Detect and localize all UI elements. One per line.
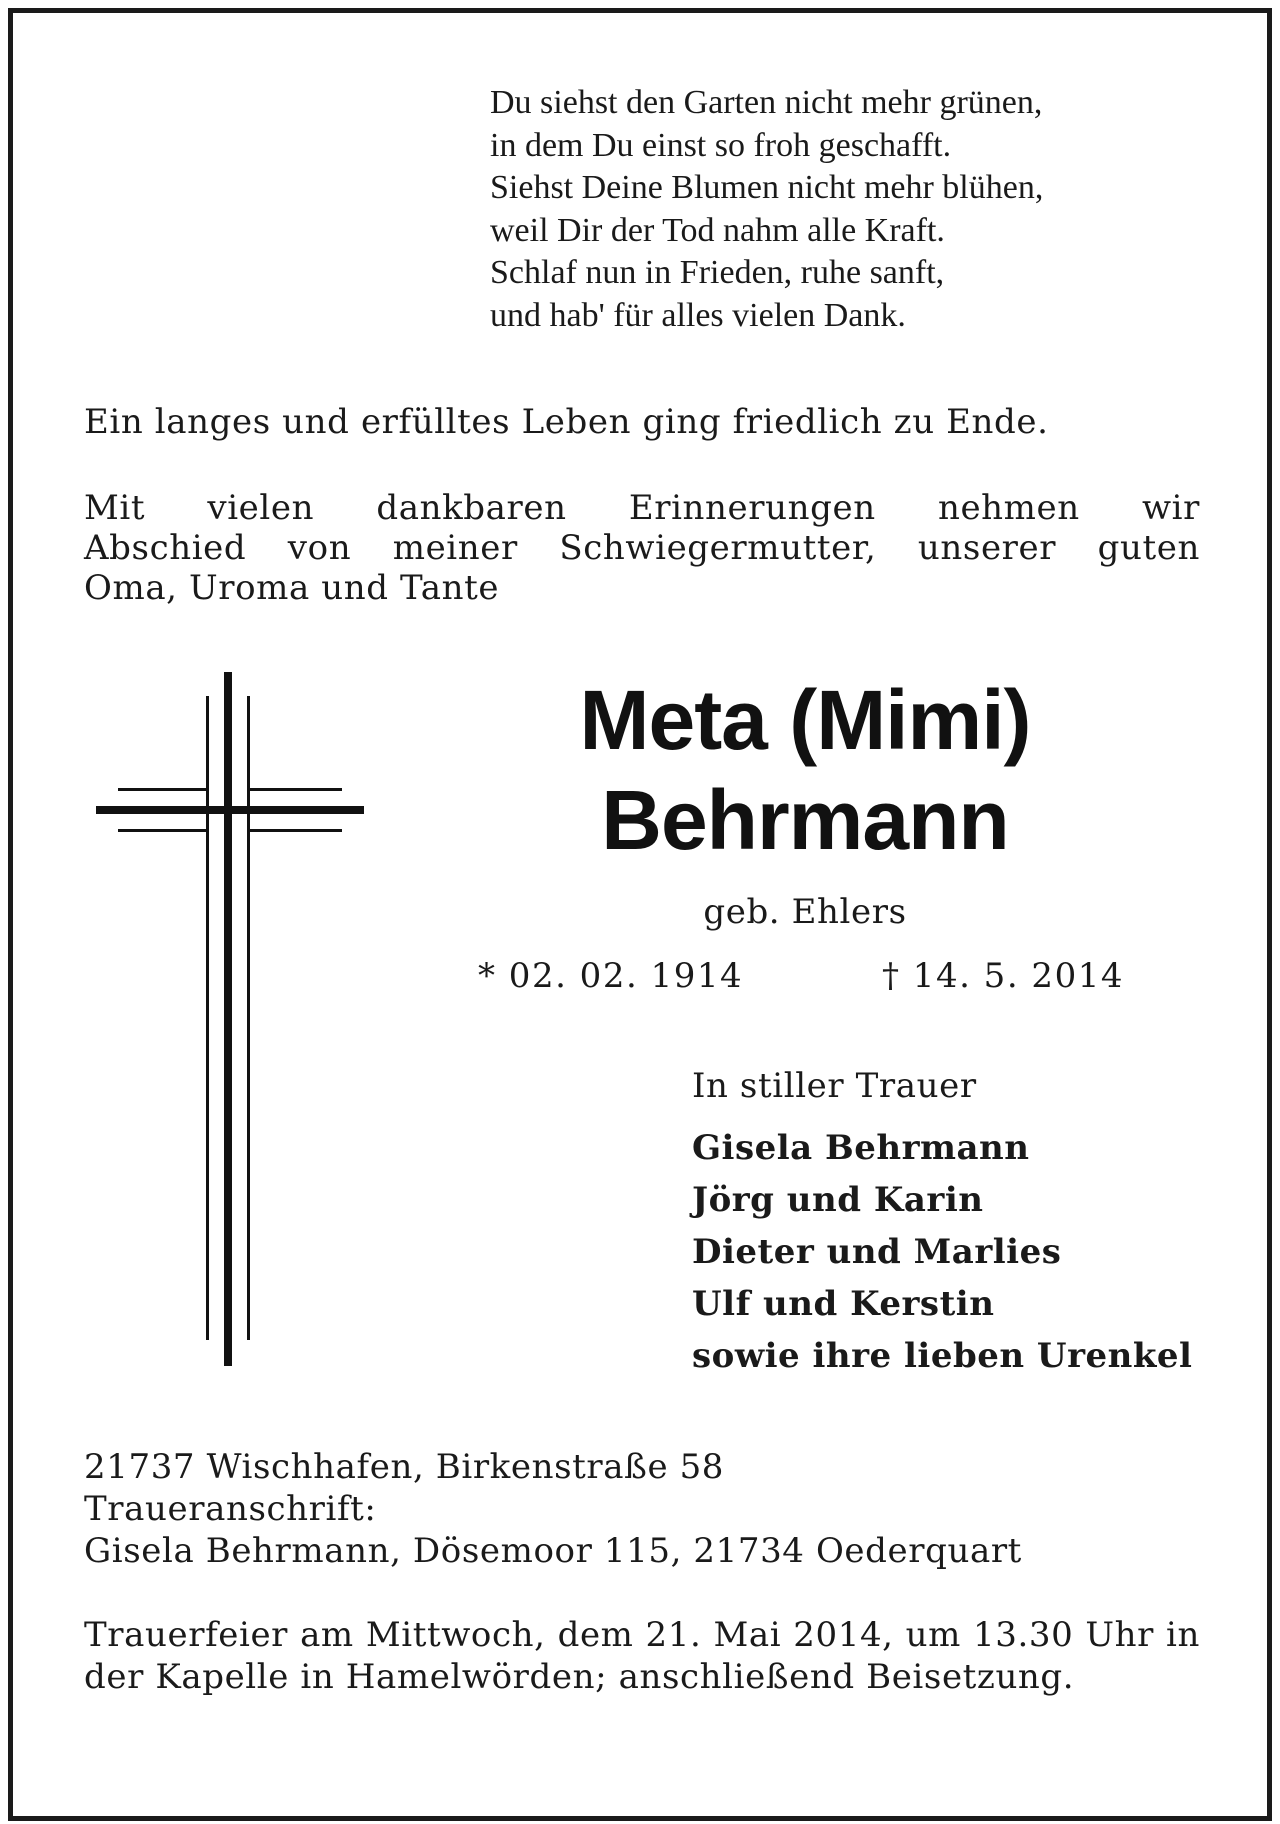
maiden-name: geb. Ehlers [703, 892, 907, 932]
funeral-info: Trauerfeier am Mittwoch, dem 21. Mai 2014, um 13.30 Uhr in der Kapelle in Hamelwörden; anschließend Beisetzung. [84, 1615, 1200, 1697]
poem-line: und hab' für alles vielen Dank. [490, 296, 906, 334]
mourner-name: sowie ihre lieben Urenkel [692, 1336, 1193, 1376]
name-line: Meta (Mimi) [579, 673, 1031, 767]
mourner-name: Dieter und Marlies [692, 1232, 1062, 1272]
mourning-address-label: Traueranschrift: [84, 1489, 377, 1529]
name-line: Behrmann [601, 773, 1009, 867]
poem [490, 82, 1043, 337]
mourner-name: Gisela Behrmann [692, 1128, 1030, 1168]
farewell-line: Abschied von meiner Schwiegermutter, unserer guten [84, 528, 1200, 568]
mourner-name: Ulf und Kerstin [692, 1284, 995, 1324]
poem-line: Siehst Deine Blumen nicht mehr blühen, [490, 169, 1044, 206]
farewell-text [84, 488, 1200, 608]
mourning-address: Gisela Behrmann, Dösemoor 115, 21734 Oederquart [84, 1531, 1022, 1571]
deceased-name [460, 670, 1150, 870]
poem-line: in dem Du einst so froh geschafft. [490, 126, 952, 164]
farewell-line: Mit vielen dankbaren Erinnerungen nehmen wir [84, 488, 1200, 528]
poem-line: Schlaf nun in Frieden, ruhe sanft, [490, 254, 945, 291]
poem-line: Du siehst den Garten nicht mehr grünen, [490, 84, 1043, 121]
home-address: 21737 Wischhafen, Birkenstraße 58 [84, 1447, 725, 1487]
address-block [84, 1446, 1022, 1572]
cross-icon [90, 668, 370, 1370]
mourning-heading: In stiller Trauer [692, 1066, 977, 1106]
mourner-name: Jörg und Karin [692, 1180, 984, 1220]
intro-text: Ein langes und erfülltes Leben ging friedlich zu Ende. [84, 402, 1049, 442]
mourners-list [692, 1122, 1192, 1382]
poem-line: weil Dir der Tod nahm alle Kraft. [490, 211, 945, 249]
birth-date: * 02. 02. 1914 [478, 956, 744, 996]
death-date: † 14. 5. 2014 [882, 956, 1124, 996]
farewell-line: Oma, Uroma und Tante [84, 568, 500, 608]
